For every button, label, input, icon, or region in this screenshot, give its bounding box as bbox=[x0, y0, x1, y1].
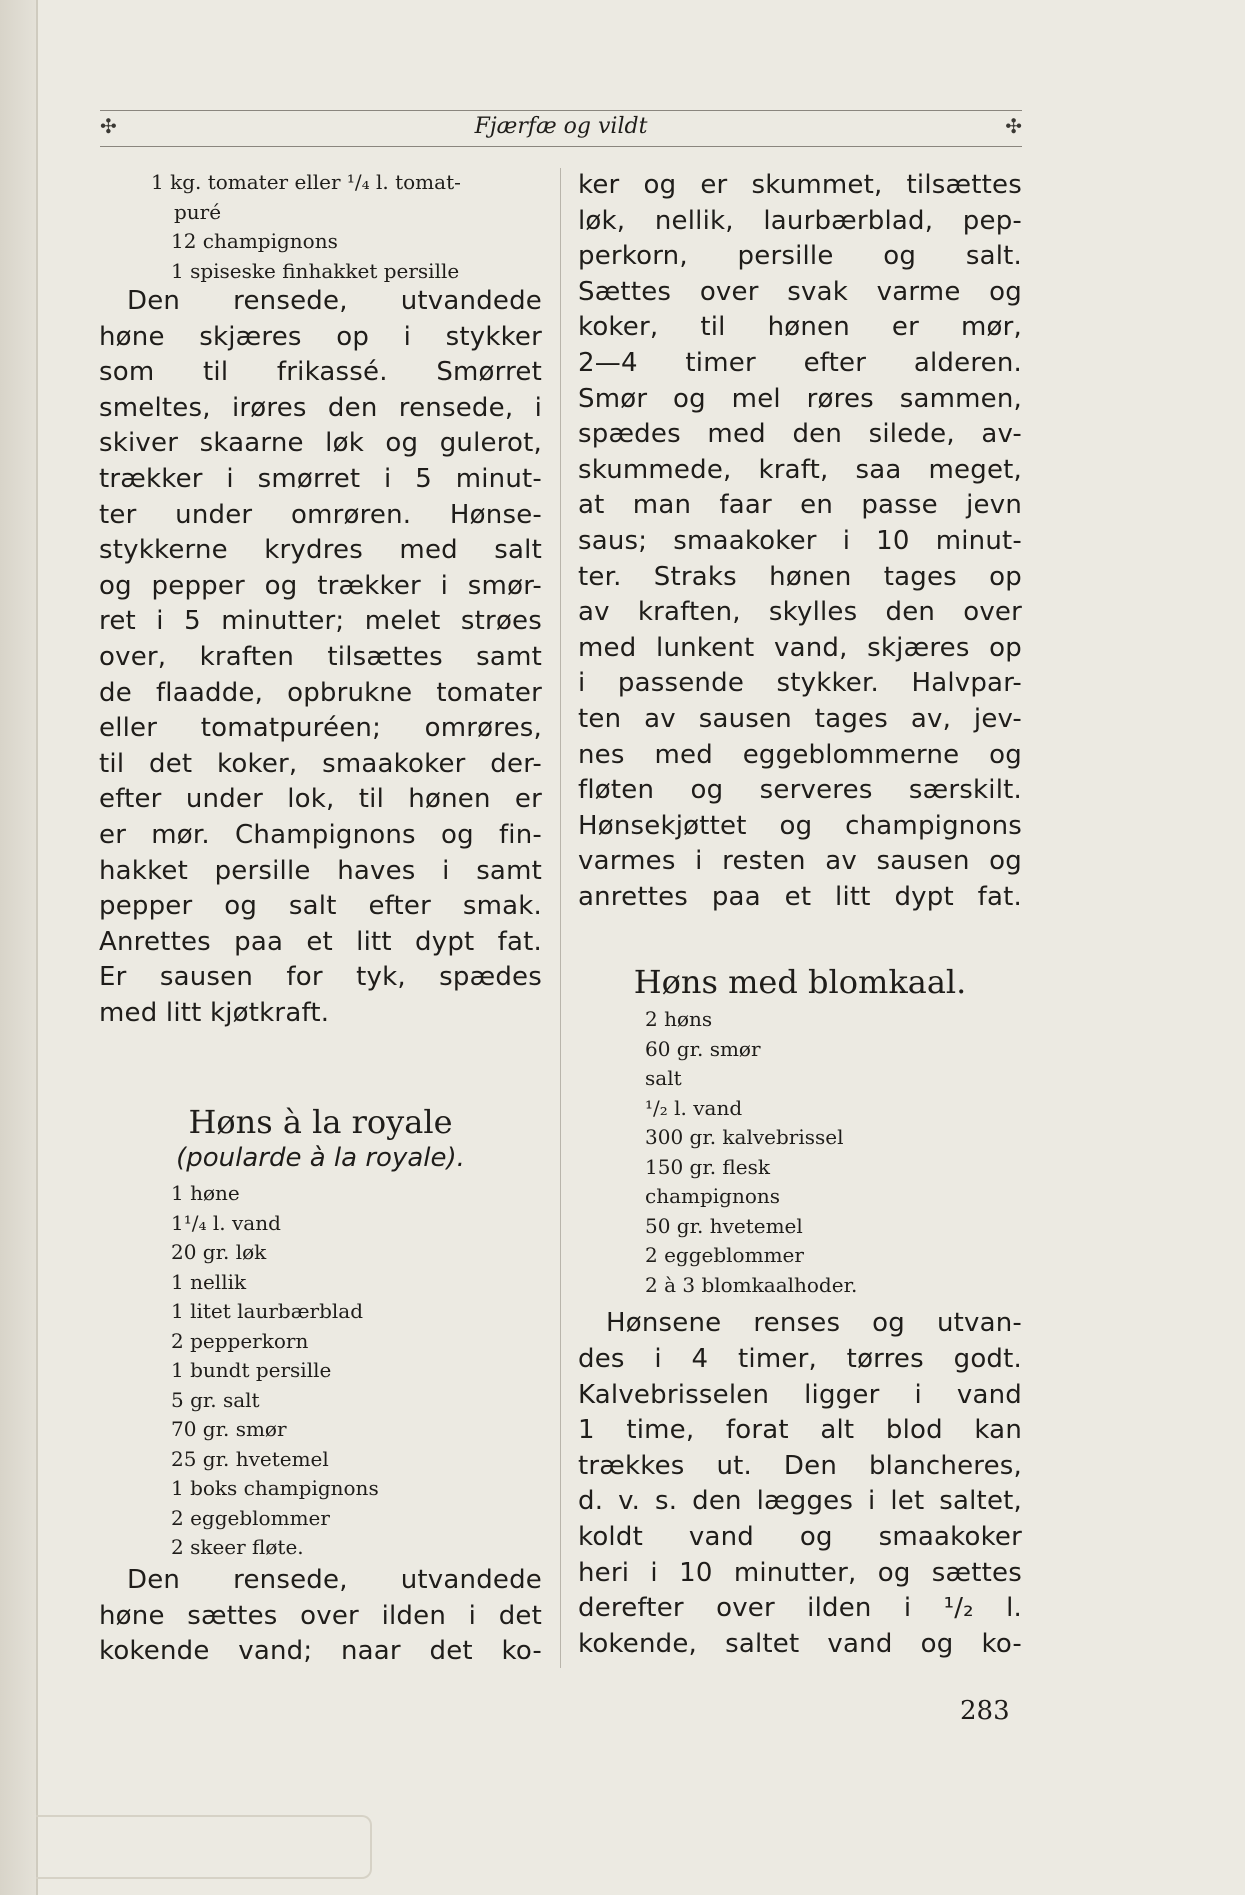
ingredient-line: 1 høne bbox=[171, 1181, 240, 1206]
body-line: med litt kjøtkraft. bbox=[99, 997, 330, 1028]
body-line: skummede, kraft, saa meget, bbox=[578, 454, 1022, 485]
ingredient-line: 20 gr. løk bbox=[171, 1240, 267, 1265]
ingredient-line: 60 gr. smør bbox=[645, 1036, 761, 1061]
ingredient-line: 1 kg. tomater eller ¹/₄ l. tomat- bbox=[151, 170, 461, 194]
body-line: skiver skaarne løk og gulerot, bbox=[99, 428, 542, 459]
body-line: 2—4 timer efter alderen. bbox=[578, 347, 1022, 378]
header-rule-top bbox=[100, 110, 1022, 111]
page-number: 283 bbox=[960, 1696, 1010, 1726]
ingredient-line: 2 høns bbox=[645, 1007, 713, 1032]
ingredient-list bbox=[578, 1005, 1022, 1300]
body-line: Den rensede, utvandede bbox=[127, 1564, 542, 1595]
body-line: smeltes, irøres den rensede, i bbox=[99, 392, 542, 423]
ingredient-line: 2 eggeblommer bbox=[171, 1505, 330, 1530]
body-line: Sættes over svak varme og bbox=[578, 276, 1022, 307]
body-line: anrettes paa et litt dypt fat. bbox=[578, 881, 1022, 912]
ingredient-line: 2 eggeblommer bbox=[645, 1243, 804, 1268]
page-tab-mark bbox=[36, 1815, 372, 1879]
body-line: kokende vand; naar det ko- bbox=[99, 1636, 542, 1667]
body-line: trækkes ut. Den blancheres, bbox=[578, 1450, 1022, 1481]
body-line: pepper og salt efter smak. bbox=[99, 891, 542, 922]
body-line: perkorn, persille og salt. bbox=[578, 241, 1022, 272]
body-line: nes med eggeblommerne og bbox=[578, 739, 1022, 770]
body-line: ret i 5 minutter; melet strøes bbox=[99, 606, 542, 637]
left-column bbox=[99, 168, 542, 1670]
body-line: ker og er skummet, tilsættes bbox=[578, 170, 1022, 200]
body-line: Er sausen for tyk, spædes bbox=[99, 962, 542, 993]
ingredient-line: champignons bbox=[645, 1184, 781, 1209]
ingredient-line: 70 gr. smør bbox=[171, 1417, 287, 1442]
body-line: og pepper og trækker i smør- bbox=[99, 570, 542, 601]
ornament-left-icon: ✣ bbox=[100, 114, 117, 138]
ingredient-line: salt bbox=[645, 1066, 682, 1091]
ingredient-line: 25 gr. hvetemel bbox=[171, 1446, 329, 1471]
ingredient-line: 1 bundt persille bbox=[171, 1358, 332, 1383]
body-line: at man faar en passe jevn bbox=[578, 490, 1022, 521]
body-line: stykkerne krydres med salt bbox=[99, 535, 542, 566]
body-line: er mør. Champignons og fin- bbox=[99, 819, 542, 850]
body-line: ten av sausen tages av, jev- bbox=[578, 703, 1022, 734]
body-line: Hønsekjøttet og champignons bbox=[578, 810, 1022, 841]
body-line: heri i 10 minutter, og sættes bbox=[578, 1557, 1022, 1588]
body-line: Den rensede, utvandede bbox=[127, 286, 542, 316]
body-line: av kraften, skylles den over bbox=[578, 597, 1022, 628]
ingredient-line: 1 boks champignons bbox=[171, 1476, 379, 1501]
ingredient-list-top bbox=[99, 168, 542, 286]
body-line: spædes med den silede, av- bbox=[578, 419, 1022, 450]
body-line: d. v. s. den lægges i let saltet, bbox=[578, 1486, 1022, 1517]
header-rule-bottom bbox=[100, 146, 1022, 147]
body-line: i passende stykker. Halvpar- bbox=[578, 668, 1022, 699]
recipe-body-continued bbox=[578, 168, 1022, 915]
column-divider bbox=[560, 168, 561, 1668]
body-line: 1 time, forat alt blod kan bbox=[578, 1415, 1022, 1446]
ingredient-line: 12 champignons bbox=[171, 229, 338, 253]
body-line: fløten og serveres særskilt. bbox=[578, 775, 1022, 806]
ornament-right-icon: ✣ bbox=[1005, 114, 1022, 138]
body-line: koldt vand og smaakoker bbox=[578, 1522, 1022, 1553]
body-line: ter under omrøren. Hønse- bbox=[99, 499, 542, 530]
ingredient-line: 2 à 3 blomkaalhoder. bbox=[645, 1272, 858, 1297]
body-line: over, kraften tilsættes samt bbox=[99, 641, 542, 672]
ingredient-line: 2 skeer fløte. bbox=[171, 1535, 304, 1560]
recipe-title: Høns med blomkaal. bbox=[633, 963, 967, 1002]
ingredient-line: 1¹/₄ l. vand bbox=[171, 1210, 281, 1235]
recipe-subtitle: (poularde à la royale). bbox=[176, 1143, 465, 1174]
ingredient-line: ¹/₂ l. vand bbox=[645, 1095, 743, 1120]
body-line: varmes i resten av sausen og bbox=[578, 846, 1022, 877]
body-line: Hønsene renses og utvan- bbox=[606, 1308, 1022, 1339]
book-binding bbox=[0, 0, 36, 1895]
body-line: de flaadde, opbrukne tomater bbox=[99, 677, 542, 708]
body-line: til det koker, smaakoker der- bbox=[99, 748, 542, 779]
body-line: ter. Straks hønen tages op bbox=[578, 561, 1022, 592]
body-line: som til frikassé. Smørret bbox=[99, 357, 542, 388]
body-line: efter under lok, til hønen er bbox=[99, 784, 542, 815]
body-line: høne skjæres op i stykker bbox=[99, 321, 542, 352]
running-header-title: Fjærfæ og vildt bbox=[474, 114, 648, 139]
ingredient-list bbox=[99, 1179, 542, 1563]
body-line: Smør og mel røres sammen, bbox=[578, 383, 1022, 414]
right-column bbox=[578, 168, 1022, 1662]
body-line: kokende, saltet vand og ko- bbox=[578, 1628, 1022, 1659]
ingredient-line: 2 pepperkorn bbox=[171, 1328, 309, 1353]
body-line: løk, nellik, laurbærblad, pep- bbox=[578, 205, 1022, 236]
body-line: trækker i smørret i 5 minut- bbox=[99, 463, 542, 494]
recipe-body bbox=[99, 1563, 542, 1670]
ingredient-line: 150 gr. flesk bbox=[645, 1154, 770, 1179]
body-line: derefter over ilden i ¹/₂ l. bbox=[578, 1593, 1022, 1624]
ingredient-line: 5 gr. salt bbox=[171, 1387, 260, 1412]
recipe-body-top bbox=[99, 284, 542, 1031]
body-line: med lunkent vand, skjæres op bbox=[578, 632, 1022, 663]
body-line: hakket persille haves i samt bbox=[99, 855, 542, 886]
body-line: høne sættes over ilden i det bbox=[99, 1600, 542, 1631]
body-line: saus; smaakoker i 10 minut- bbox=[578, 525, 1022, 556]
body-line: eller tomatpuréen; omrøres, bbox=[99, 713, 542, 744]
ingredient-line: 1 litet laurbærblad bbox=[171, 1299, 363, 1324]
body-line: koker, til hønen er mør, bbox=[578, 312, 1022, 343]
recipe-body bbox=[578, 1306, 1022, 1662]
body-line: des i 4 timer, tørres godt. bbox=[578, 1344, 1022, 1375]
recipe-title: Høns à la royale bbox=[188, 1103, 453, 1142]
ingredient-line: 1 spiseske finhakket persille bbox=[171, 258, 460, 283]
ingredient-line: 50 gr. hvetemel bbox=[645, 1213, 803, 1238]
body-line: Kalvebrisselen ligger i vand bbox=[578, 1379, 1022, 1410]
body-line: Anrettes paa et litt dypt fat. bbox=[99, 926, 542, 957]
ingredient-line: puré bbox=[174, 199, 222, 224]
ingredient-line: 1 nellik bbox=[171, 1269, 247, 1294]
ingredient-line: 300 gr. kalvebrissel bbox=[645, 1125, 844, 1150]
running-header bbox=[100, 108, 1022, 148]
